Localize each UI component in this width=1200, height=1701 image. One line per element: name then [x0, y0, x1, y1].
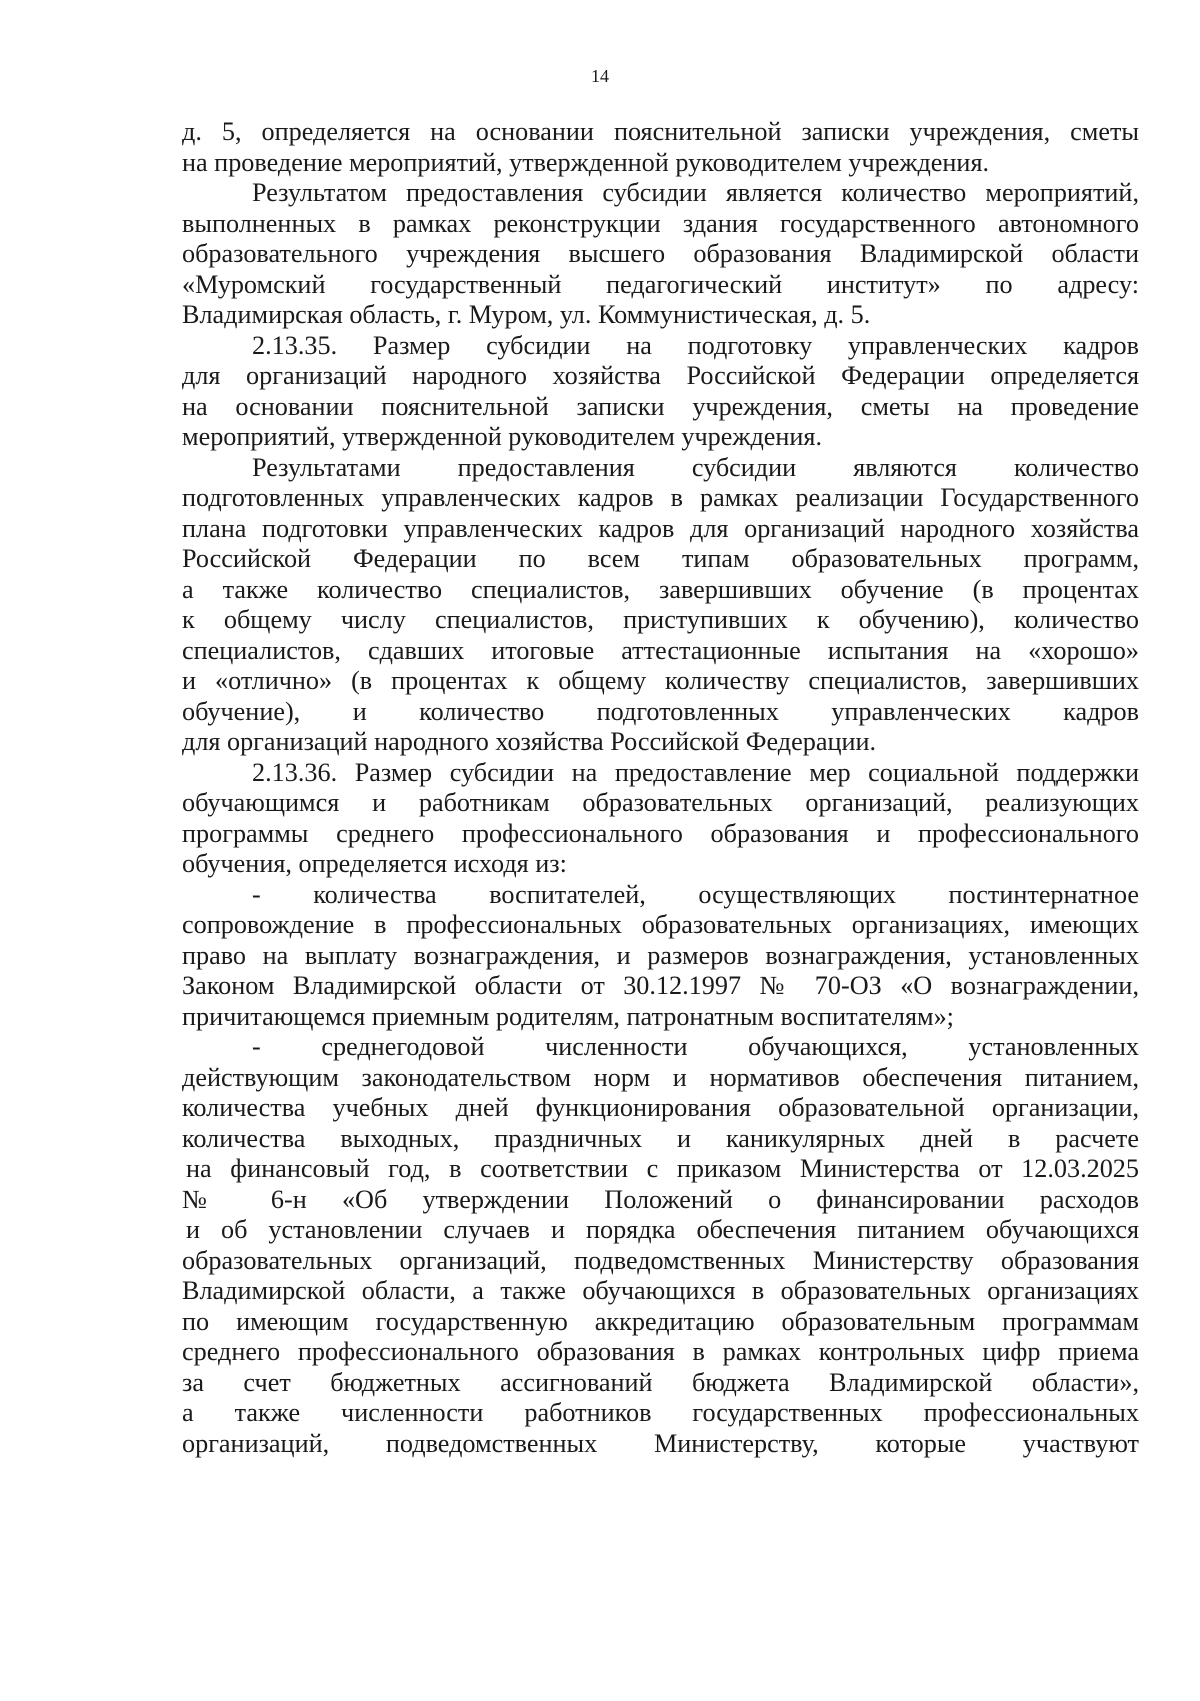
- text-line: - среднегодовой численности обучающихся, установленных: [252, 1032, 1139, 1061]
- text-line: выполненных в рамках реконструкции здания государственного автономного: [182, 208, 1139, 238]
- text-line: количества учебных дней функционирования образовательной организации,: [182, 1093, 1139, 1122]
- text-line: для организаций народного хозяйства Российской Федерации.: [182, 727, 877, 756]
- text-line: «Муромский государственный педагогический институт» по адресу:: [182, 269, 1139, 299]
- text-line: по имеющим государственную аккредитацию образовательным программам: [182, 1306, 1139, 1336]
- text-line: количества выходных, праздничных и каникулярных дней в расчете: [182, 1123, 1139, 1153]
- text-line: - количества воспитателей, осуществляющих постинтернатное: [252, 879, 1139, 909]
- text-line: д. 5, определяется на основании пояснительной записки учреждения, сметы: [182, 117, 1139, 146]
- text-line: к общему числу специалистов, приступивших к обучению), количество: [182, 605, 1139, 634]
- text-line: и об установлении случаев и порядка обеспечения питанием обучающихся: [186, 1215, 1139, 1244]
- text-line: право на выплату вознаграждения, и размеров вознаграждения, установленных: [182, 940, 1139, 970]
- text-line: плана подготовки управленческих кадров для организаций народного хозяйства: [182, 513, 1139, 543]
- text-line: 2.13.35. Размер субсидии на подготовку управленческих кадров: [252, 330, 1139, 360]
- text-line: Владимирская область, г. Муром, ул. Коммунистическая, д. 5.: [182, 300, 871, 329]
- text-line: обучения, определяется исходя из:: [182, 849, 567, 878]
- text-line: а также численности работников государственных профессиональных: [182, 1398, 1139, 1427]
- document-body: [182, 117, 1139, 1459]
- text-line: на основании пояснительной записки учреждения, сметы на проведение: [182, 391, 1139, 421]
- text-line: подготовленных управленческих кадров в рамках реализации Государственного: [182, 483, 1139, 512]
- page-number: 14: [591, 66, 609, 86]
- text-line: программы среднего профессионального образования и профессионального: [182, 818, 1139, 848]
- text-line: и «отлично» (в процентах к общему количеству специалистов, завершивших: [182, 666, 1139, 695]
- text-line: № 6-н «Об утверждении Положений о финансировании расходов: [182, 1184, 1139, 1214]
- text-line: организаций, подведомственных Министерству, которые участвуют: [182, 1428, 1139, 1458]
- text-line: Законом Владимирской области от 30.12.1997 № 70-ОЗ «О вознаграждении,: [182, 971, 1139, 1000]
- text-line: действующим законодательством норм и нормативов обеспечения питанием,: [182, 1062, 1139, 1092]
- text-line: образовательных организаций, подведомственных Министерству образования: [182, 1245, 1139, 1275]
- text-line: Результатами предоставления субсидии являются количество: [252, 452, 1139, 482]
- text-line: Владимирской области, а также обучающихся в образовательных организациях: [182, 1276, 1139, 1305]
- text-line: среднего профессионального образования в рамках контрольных цифр приема: [182, 1337, 1139, 1366]
- text-line: 2.13.36. Размер субсидии на предоставление мер социальной поддержки: [252, 757, 1139, 787]
- text-line: обучение), и количество подготовленных управленческих кадров: [182, 696, 1139, 726]
- text-line: а также количество специалистов, завершивших обучение (в процентах: [182, 574, 1139, 604]
- text-line: Результатом предоставления субсидии является количество мероприятий,: [252, 178, 1139, 207]
- text-line: для организаций народного хозяйства Российской Федерации определяется: [182, 361, 1139, 390]
- text-line: причитающемся приемным родителям, патронатным воспитателям»;: [182, 1001, 954, 1031]
- text-line: обучающимся и работникам образовательных организаций, реализующих: [182, 788, 1139, 817]
- text-line: образовательного учреждения высшего образования Владимирской области: [182, 239, 1139, 268]
- text-line: специалистов, сдавших итоговые аттестационные испытания на «хорошо»: [182, 635, 1139, 665]
- text-line: на проведение мероприятий, утвержденной руководителем учреждения.: [182, 147, 990, 177]
- text-line: сопровождение в профессиональных образовательных организациях, имеющих: [182, 910, 1139, 939]
- text-line: за счет бюджетных ассигнований бюджета Владимирской области»,: [182, 1367, 1139, 1397]
- text-line: мероприятий, утвержденной руководителем учреждения.: [182, 422, 823, 451]
- text-line: Российской Федерации по всем типам образовательных программ,: [182, 544, 1139, 573]
- text-line: на финансовый год, в соответствии с приказом Министерства от 12.03.2025: [186, 1154, 1139, 1183]
